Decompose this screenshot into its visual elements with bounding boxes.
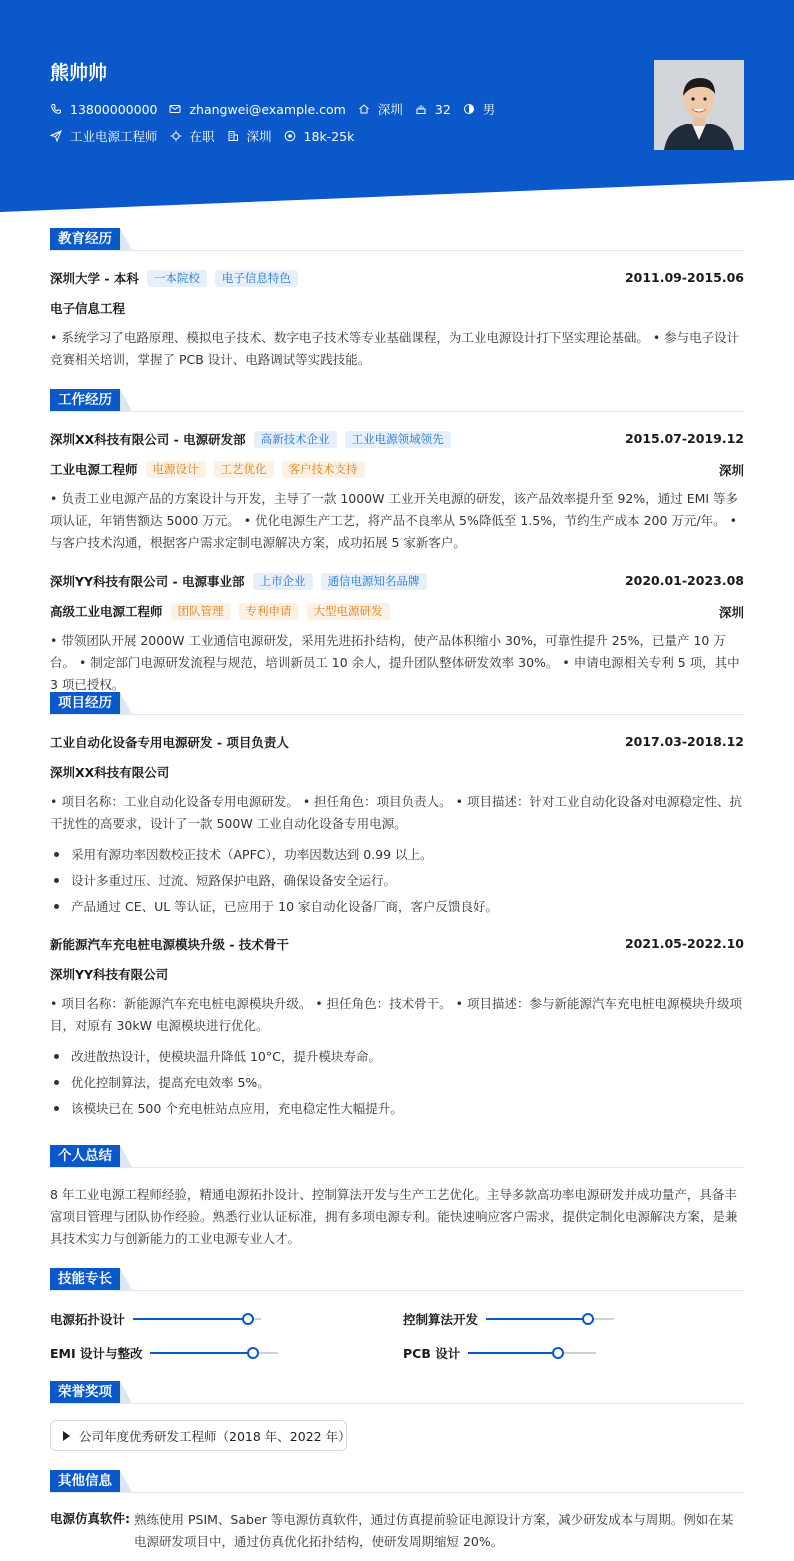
project-bullet: [50, 1073, 270, 1091]
section-work-title: 工作经历: [50, 389, 120, 411]
home-icon: [358, 103, 370, 115]
position-info: [50, 127, 158, 145]
age-text: 32: [434, 101, 451, 117]
section-education: [50, 228, 132, 250]
work-company: 深圳XX科技有限公司 - 电源研发部: [50, 432, 246, 447]
work-location: 深圳: [718, 463, 744, 478]
honor-item-toggle[interactable]: [50, 1420, 351, 1451]
bullet-dot: [54, 1106, 59, 1111]
section-tab-decoration: [120, 1268, 132, 1290]
honor-text: 公司年度优秀研发工程师（2018 年、2022 年）: [79, 1428, 351, 1444]
section-work: [50, 389, 132, 411]
school-name: 深圳大学 - 本科: [50, 271, 139, 286]
skill-item: [50, 1344, 278, 1362]
project-date: 2021.05-2022.10: [624, 936, 744, 951]
project-date: 2017.03-2018.12: [624, 734, 744, 749]
section-summary-title: 个人总结: [50, 1145, 120, 1167]
section-tab-decoration: [120, 1145, 132, 1167]
building-icon: [227, 130, 239, 142]
work-role: 工业电源工程师: [50, 462, 138, 477]
school-tag: 一本院校: [147, 270, 207, 287]
work-date: 2020.01-2023.08: [624, 573, 744, 588]
bullet-dot: [54, 904, 59, 909]
work-role-row: [50, 602, 390, 620]
skill-level-knob: [552, 1347, 564, 1359]
role-tag: 电源设计: [146, 461, 206, 478]
resume-header: [0, 0, 794, 215]
position-text: 工业电源工程师: [70, 129, 158, 144]
phone-icon: [50, 103, 62, 115]
age-info: [415, 102, 451, 117]
school-tag: 电子信息特色: [215, 270, 298, 287]
project-description: • 项目名称：新能源汽车充电桩电源模块升级。 • 担任角色：技术骨干。 • 项目描述：参与新能源汽车充电桩电源模块升级项目，对原有 30kW 电源模块进行优化。: [50, 996, 742, 1033]
project-title: 新能源汽车充电桩电源模块升级 - 技术骨干: [50, 937, 289, 952]
section-tab-decoration: [120, 389, 132, 411]
work-location: 深圳: [718, 605, 744, 620]
work-date: 2015.07-2019.12: [624, 431, 744, 446]
project-description: • 项目名称：工业自动化设备专用电源研发。 • 担任角色：项目负责人。 • 项目描述：针对工业自动化设备对电源稳定性、抗干扰性的高要求，设计了一款 500W 工业自动化设备专用电源。: [50, 794, 742, 831]
section-divider: [50, 1167, 744, 1168]
project-bullet: [50, 1099, 403, 1117]
status-icon: [170, 130, 182, 142]
skill-name: PCB 设计: [403, 1346, 461, 1361]
section-tab-decoration: [120, 692, 132, 714]
work-role: 高级工业电源工程师: [50, 604, 163, 619]
work-description: • 负责工业电源产品的方案设计与开发，主导了一款 1000W 工业开关电源的研发，该产品效率提升至 92%，通过 EMI 等多项认证，年销售额达 5000 万元。 • 优化电源生产工艺，将产品不良率从 5%降低至 1.5%，节约生产成本 200 万元/年。 • 与客户技术沟通，根据客户需求定制电源解决方案，成功拓展 5 家新客户。: [50, 491, 739, 550]
target-city-text: 深圳: [246, 129, 272, 144]
section-honors-title: 荣誉奖项: [50, 1381, 120, 1403]
skill-name: EMI 设计与整改: [50, 1346, 143, 1361]
section-skills-title: 技能专长: [50, 1268, 120, 1290]
bullet-text: 优化控制算法，提高充电效率 5%。: [71, 1075, 270, 1090]
section-summary: [50, 1145, 132, 1167]
bullet-text: 产品通过 CE、UL 等认证，已应用于 10 家自动化设备厂商，客户反馈良好。: [71, 899, 499, 914]
bullet-dot: [54, 852, 59, 857]
candidate-name: 熊帅帅: [50, 62, 108, 84]
expand-triangle-icon: [63, 1431, 70, 1441]
bullet-text: 该模块已在 500 个充电桩站点应用，充电稳定性大幅提升。: [71, 1101, 403, 1116]
target-city-info: [227, 127, 272, 145]
section-other: [50, 1470, 132, 1492]
gender-text: 男: [482, 102, 496, 117]
section-tab-decoration: [120, 1470, 132, 1492]
section-divider: [50, 1492, 744, 1493]
work-description: • 带领团队开展 2000W 工业通信电源研发，采用先进拓扑结构，使产品体积缩小 30%，可靠性提升 25%，已量产 10 万台。 • 制定部门电源研发流程与规范，培训新员工 10 余人，提升团队整体研发效率 30%。 • 申请电源相关专利 5 项，其中 3 项已授权。: [50, 633, 740, 692]
work-company-row: [50, 572, 427, 590]
education-school-row: [50, 269, 298, 287]
project-title: 工业自动化设备专用电源研发 - 项目负责人: [50, 735, 289, 750]
section-divider: [50, 1403, 744, 1404]
section-tab-decoration: [120, 228, 132, 250]
work-company: 深圳YY科技有限公司 - 电源事业部: [50, 574, 245, 589]
city-info: [358, 100, 403, 118]
bullet-text: 设计多重过压、过流、短路保护电路，确保设备安全运行。: [71, 873, 397, 888]
section-education-title: 教育经历: [50, 228, 120, 250]
company-tag: 高新技术企业: [254, 431, 337, 448]
company-tag: 通信电源知名品牌: [321, 573, 427, 590]
company-tag: 上市企业: [253, 573, 313, 590]
role-tag: 团队管理: [171, 603, 231, 620]
section-other-title: 其他信息: [50, 1470, 120, 1492]
bullet-dot: [54, 1080, 59, 1085]
project-bullet: [50, 1047, 381, 1065]
education-description: • 系统学习了电路原理、模拟电子技术、数字电子技术等专业基础课程，为工业电源设计打下坚实理论基础。 • 参与电子设计竞赛相关培训，掌握了 PCB 设计、电路调试等实践技能。: [50, 330, 740, 367]
section-skills: [50, 1268, 132, 1290]
money-icon: [284, 130, 296, 142]
section-projects-title: 项目经历: [50, 692, 120, 714]
skill-level-knob: [582, 1313, 594, 1325]
city-text: 深圳: [377, 102, 403, 117]
cake-icon: [415, 103, 427, 115]
section-divider: [50, 411, 744, 412]
project-bullet: [50, 897, 498, 915]
section-divider: [50, 1290, 744, 1291]
project-bullet: [50, 871, 396, 889]
role-tag: 客户技术支持: [282, 461, 365, 478]
send-icon: [50, 130, 62, 142]
summary-text: 8 年工业电源工程师经验，精通电源拓扑设计、控制算法开发与生产工艺优化。主导多款高功率电源研发并成功量产，具备丰富项目管理与团队协作经验。熟悉行业认证标准，拥有多项电源专利。能快速响应客户需求，提供定制化电源解决方案，是兼具技术实力与创新能力的工业电源专业人才。: [50, 1187, 738, 1246]
bullet-text: 采用有源功率因数校正技术（APFC），功率因数达到 0.99 以上。: [71, 847, 433, 862]
section-tab-decoration: [120, 1381, 132, 1403]
work-role-row: [50, 460, 365, 478]
status-text: 在职: [189, 129, 215, 144]
phone-text: 13800000000: [70, 101, 158, 117]
skill-level-bar: [133, 1313, 261, 1325]
work-company-row: [50, 430, 451, 448]
bullet-text: 改进散热设计，使模块温升降低 10°C，提升模块寿命。: [71, 1049, 381, 1064]
mail-icon: [169, 103, 181, 115]
project-company: 深圳XX科技有限公司: [50, 765, 170, 780]
project-bullet: [50, 845, 433, 863]
salary-text: 18k-25k: [303, 128, 355, 144]
section-divider: [50, 714, 744, 715]
contact-row: [50, 100, 507, 118]
company-tag: 工业电源领域领先: [345, 431, 451, 448]
project-company: 深圳YY科技有限公司: [50, 967, 169, 982]
other-info-key: 电源仿真软件:: [50, 1511, 130, 1526]
profile-photo: [654, 60, 744, 150]
bullet-dot: [54, 1054, 59, 1059]
gender-info: [463, 100, 496, 118]
skill-level-knob: [247, 1347, 259, 1359]
gender-icon: [463, 103, 475, 115]
skill-item: [403, 1310, 614, 1328]
skill-name: 控制算法开发: [403, 1312, 479, 1327]
phone-info: [50, 102, 157, 117]
role-tag: 大型电源研发: [307, 603, 390, 620]
email-info: [169, 102, 345, 117]
role-tag: 专利申请: [239, 603, 299, 620]
skill-level-bar: [468, 1347, 596, 1359]
skill-item: [403, 1344, 596, 1362]
other-info-value: 熟练使用 PSIM、Saber 等电源仿真软件，通过仿真提前验证电源设计方案，减少研发成本与周期。例如在某电源研发项目中，通过仿真优化拓扑结构，使研发周期缩短 20%。: [134, 1512, 734, 1549]
role-tag: 工艺优化: [214, 461, 274, 478]
skill-level-bar: [486, 1313, 614, 1325]
section-honors: [50, 1381, 132, 1403]
skill-level-knob: [242, 1313, 254, 1325]
education-major: 电子信息工程: [50, 301, 126, 316]
skill-item: [50, 1310, 261, 1328]
salary-info: [284, 129, 355, 144]
skill-name: 电源拓扑设计: [50, 1312, 126, 1327]
skill-level-bar: [150, 1347, 278, 1359]
bullet-dot: [54, 878, 59, 883]
job-intent-row: [50, 127, 366, 145]
status-info: [170, 127, 215, 145]
section-projects: [50, 692, 132, 714]
section-divider: [50, 250, 744, 251]
email-text: zhangwei@example.com: [189, 101, 346, 117]
education-date: 2011.09-2015.06: [624, 270, 744, 285]
